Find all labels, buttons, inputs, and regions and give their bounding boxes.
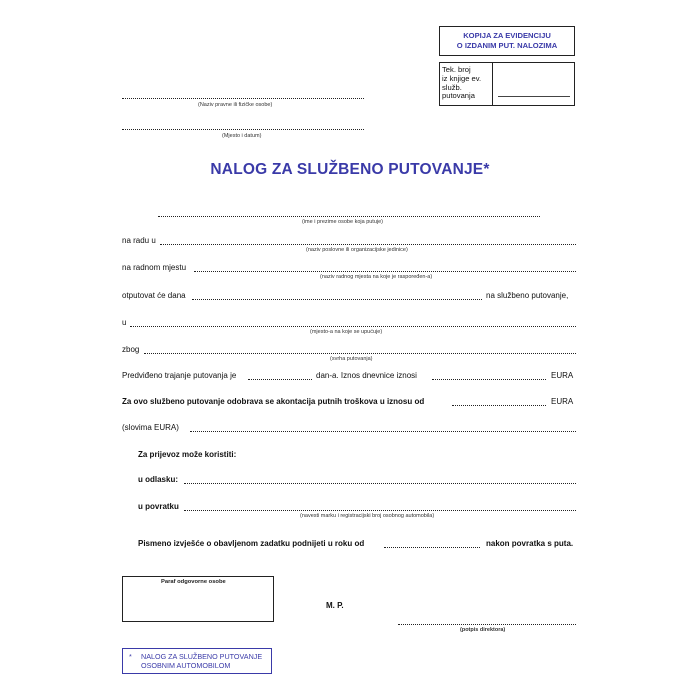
tek-broj-field[interactable] <box>498 96 570 97</box>
page-title: NALOG ZA SLUŽBENO PUTOVANJE* <box>210 161 490 178</box>
eura-1-label: EURA <box>551 371 574 380</box>
slovima-field[interactable] <box>190 431 576 432</box>
povratku-caption: (navesti marku i registracijski broj osobnog automobila) <box>300 513 435 519</box>
tek-line1: Tek. broj <box>442 65 471 74</box>
footnote-text <box>141 652 262 670</box>
rok-field[interactable] <box>384 547 480 548</box>
tek-broj-label <box>442 66 481 101</box>
akontacija-label: Za ovo službeno putovanje odobrava se akontacija putnih troškova u iznosu od <box>122 397 425 406</box>
zbog-field[interactable] <box>144 353 576 354</box>
footnote-box <box>122 648 272 674</box>
zbog-caption: (svrha putovanja) <box>330 356 373 362</box>
tek-line2: iz knjige ev. <box>442 73 482 83</box>
na-radu-label: na radu u <box>122 236 156 245</box>
tek-line3: služb. <box>442 82 462 92</box>
footnote-line1: NALOG ZA SLUŽBENO PUTOVANJE <box>141 652 263 661</box>
tek-line4: putovanja <box>442 91 475 101</box>
kopija-line2: O IZDANIM PUT. NALOZIMA <box>456 41 558 50</box>
ime-prezime-field[interactable] <box>158 216 540 217</box>
paraf-label: Paraf odgovorne osobe <box>161 579 226 585</box>
footnote-line2: OSOBNIM AUTOMOBILOM <box>141 661 231 670</box>
naziv-caption: (Naziv pravne ili fizičke osobe) <box>198 102 273 108</box>
zbog-label: zbog <box>122 345 140 354</box>
dnevnica-field[interactable] <box>432 379 546 380</box>
povratku-field[interactable] <box>184 510 576 511</box>
u-label: u <box>122 318 127 327</box>
na-radu-field[interactable] <box>160 244 576 245</box>
eura-2-label: EURA <box>551 397 574 406</box>
footnote-star: * <box>129 652 132 661</box>
prijevoz-label: Za prijevoz može koristiti: <box>138 450 237 459</box>
odlasku-label: u odlasku: <box>138 475 179 484</box>
mp-label: M. P. <box>326 601 344 610</box>
potpis-field[interactable] <box>398 624 576 625</box>
tek-separator <box>492 63 493 105</box>
mjesto-caption: (Mjesto i datum) <box>222 133 262 139</box>
mjesto-datum-field[interactable] <box>122 129 364 130</box>
otputovat-field[interactable] <box>192 299 482 300</box>
na-sluzbeno-label: na službeno putovanje, <box>486 291 569 300</box>
odlasku-field[interactable] <box>184 483 576 484</box>
naziv-field[interactable] <box>122 98 364 99</box>
na-radnom-caption: (naziv radnog mjesta na koje je raspoređen-a) <box>320 274 433 280</box>
kopija-box <box>439 26 575 56</box>
dan-label: dan-a. Iznos dnevnice iznosi <box>316 371 417 380</box>
na-radu-caption: (naziv poslovne ili organizacijske jedinice) <box>306 247 408 253</box>
form-page <box>98 18 602 682</box>
na-radnom-label: na radnom mjestu <box>122 263 187 272</box>
otputovat-label: otputovat će dana <box>122 291 186 300</box>
ime-caption: (ime i prezime osobe koja putuje) <box>302 219 384 225</box>
slovima-label: (slovima EURA) <box>122 423 179 432</box>
u-caption: (mjesto-a na koje se upućuje) <box>310 329 383 335</box>
kopija-line1: KOPIJA ZA EVIDENCIJU <box>463 31 551 40</box>
izvjesce-label: Pismeno izvješće o obavljenom zadatku podnijeti u roku od <box>138 539 365 548</box>
akontacija-field[interactable] <box>452 405 546 406</box>
povratku-label: u povratku <box>138 502 179 511</box>
u-field[interactable] <box>130 326 576 327</box>
potpis-caption: (potpis direktora) <box>460 627 506 633</box>
paraf-box[interactable] <box>122 576 274 622</box>
predvideno-label: Predviđeno trajanje putovanja je <box>122 371 237 380</box>
na-radnom-field[interactable] <box>194 271 576 272</box>
tek-broj-box <box>439 62 575 106</box>
trajanje-field[interactable] <box>248 379 312 380</box>
nakon-label: nakon povratka s puta. <box>486 539 574 548</box>
